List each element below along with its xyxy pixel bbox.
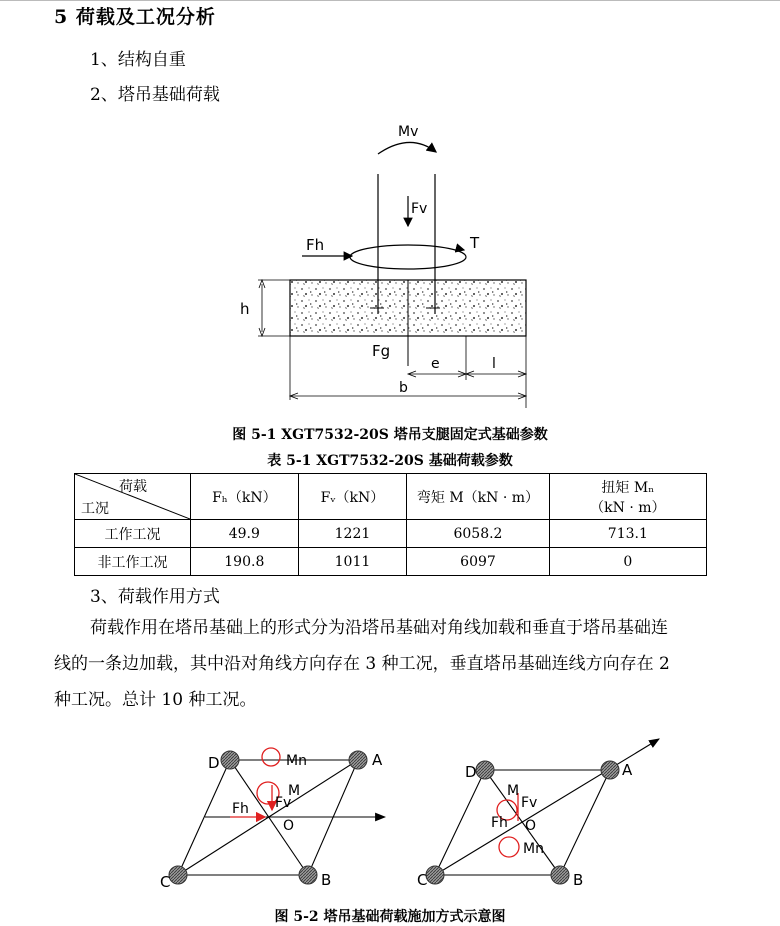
- table-cell: 非工作工况: [75, 548, 191, 576]
- diag-top-label: 荷载: [119, 479, 147, 495]
- table-cell: 6097: [407, 548, 549, 576]
- figure-load-diagonal: [150, 735, 410, 900]
- table-cell: 0: [549, 548, 706, 576]
- label-b: B: [573, 871, 584, 889]
- list-item: 3、荷载作用方式: [90, 587, 220, 607]
- label-h: h: [240, 300, 250, 318]
- table-diagonal-header: [75, 474, 191, 520]
- table-cell: 49.9: [191, 520, 299, 548]
- label-e: e: [431, 356, 440, 372]
- torque-header-line1: 扭矩 Mₙ: [601, 479, 655, 496]
- label-mn: Mn: [523, 841, 544, 857]
- label-m: M: [507, 783, 520, 799]
- table-row: [75, 520, 707, 548]
- label-d: D: [465, 763, 477, 781]
- table-header-cell: Fᵥ（kN）: [298, 474, 407, 520]
- label-c: C: [417, 871, 428, 889]
- table-header-cell: [549, 474, 706, 520]
- label-fv: Fv: [275, 795, 292, 811]
- list-item: 2、塔吊基础荷载: [90, 85, 220, 105]
- label-d: D: [208, 754, 220, 772]
- figure-caption: 图 5-2 塔吊基础荷载施加方式示意图: [274, 909, 506, 925]
- label-m: M: [288, 783, 301, 799]
- label-a: A: [372, 751, 383, 769]
- load-table: [74, 473, 707, 576]
- mv-moment-arrow: [378, 142, 436, 154]
- label-c: C: [160, 873, 171, 891]
- table-cell: 1221: [298, 520, 407, 548]
- label-fv: Fv: [411, 201, 428, 217]
- figure-caption: 图 5-1 XGT7532-20S 塔吊支腿固定式基础参数: [232, 427, 548, 443]
- table-caption: 表 5-1 XGT7532-20S 基础荷载参数: [267, 453, 513, 469]
- list-item: 1、结构自重: [90, 50, 186, 70]
- table-cell: 工作工况: [75, 520, 191, 548]
- figure-load-edge: [415, 735, 675, 900]
- label-fh: Fh: [491, 815, 508, 831]
- label-fv: Fv: [521, 795, 538, 811]
- top-rule: [0, 0, 780, 1]
- table-cell: 6058.2: [407, 520, 549, 548]
- diag-bottom-label: 工况: [81, 501, 109, 517]
- table-header-row: [75, 474, 707, 520]
- table-cell: 713.1: [549, 520, 706, 548]
- paragraph-line: 荷载作用在塔吊基础上的形式分为沿塔吊基础对角线加载和垂直于塔吊基础连: [90, 618, 668, 638]
- t-torque-ellipse: [350, 245, 466, 269]
- section-title: 5 荷载及工况分析: [54, 6, 216, 28]
- torque-header-line2: （kN · m）: [590, 499, 666, 516]
- table-header-cell: 弯矩 M（kN · m）: [407, 474, 549, 520]
- label-fh: Fh: [232, 801, 249, 817]
- label-mn: Mn: [286, 753, 307, 769]
- mn-torque-circle: [262, 748, 280, 766]
- figure-foundation-params: [230, 118, 540, 418]
- label-mv: Mv: [398, 124, 419, 140]
- label-t: T: [470, 234, 480, 252]
- label-a: A: [622, 761, 633, 779]
- paragraph-line: 种工况。总计 10 种工况。: [54, 690, 257, 710]
- paragraph-line: 线的一条边加载，其中沿对角线方向存在 3 种工况，垂直塔吊基础连线方向存在 2: [54, 654, 670, 674]
- label-l: l: [492, 356, 496, 372]
- table-row: [75, 548, 707, 576]
- label-b: b: [399, 380, 408, 396]
- label-b: B: [321, 871, 332, 889]
- table-cell: 1011: [298, 548, 407, 576]
- label-fh: Fh: [306, 236, 325, 254]
- label-o: O: [283, 818, 295, 834]
- label-o: O: [525, 818, 537, 834]
- table-header-cell: Fₕ（kN）: [191, 474, 299, 520]
- table-cell: 190.8: [191, 548, 299, 576]
- label-fg: Fg: [372, 342, 391, 360]
